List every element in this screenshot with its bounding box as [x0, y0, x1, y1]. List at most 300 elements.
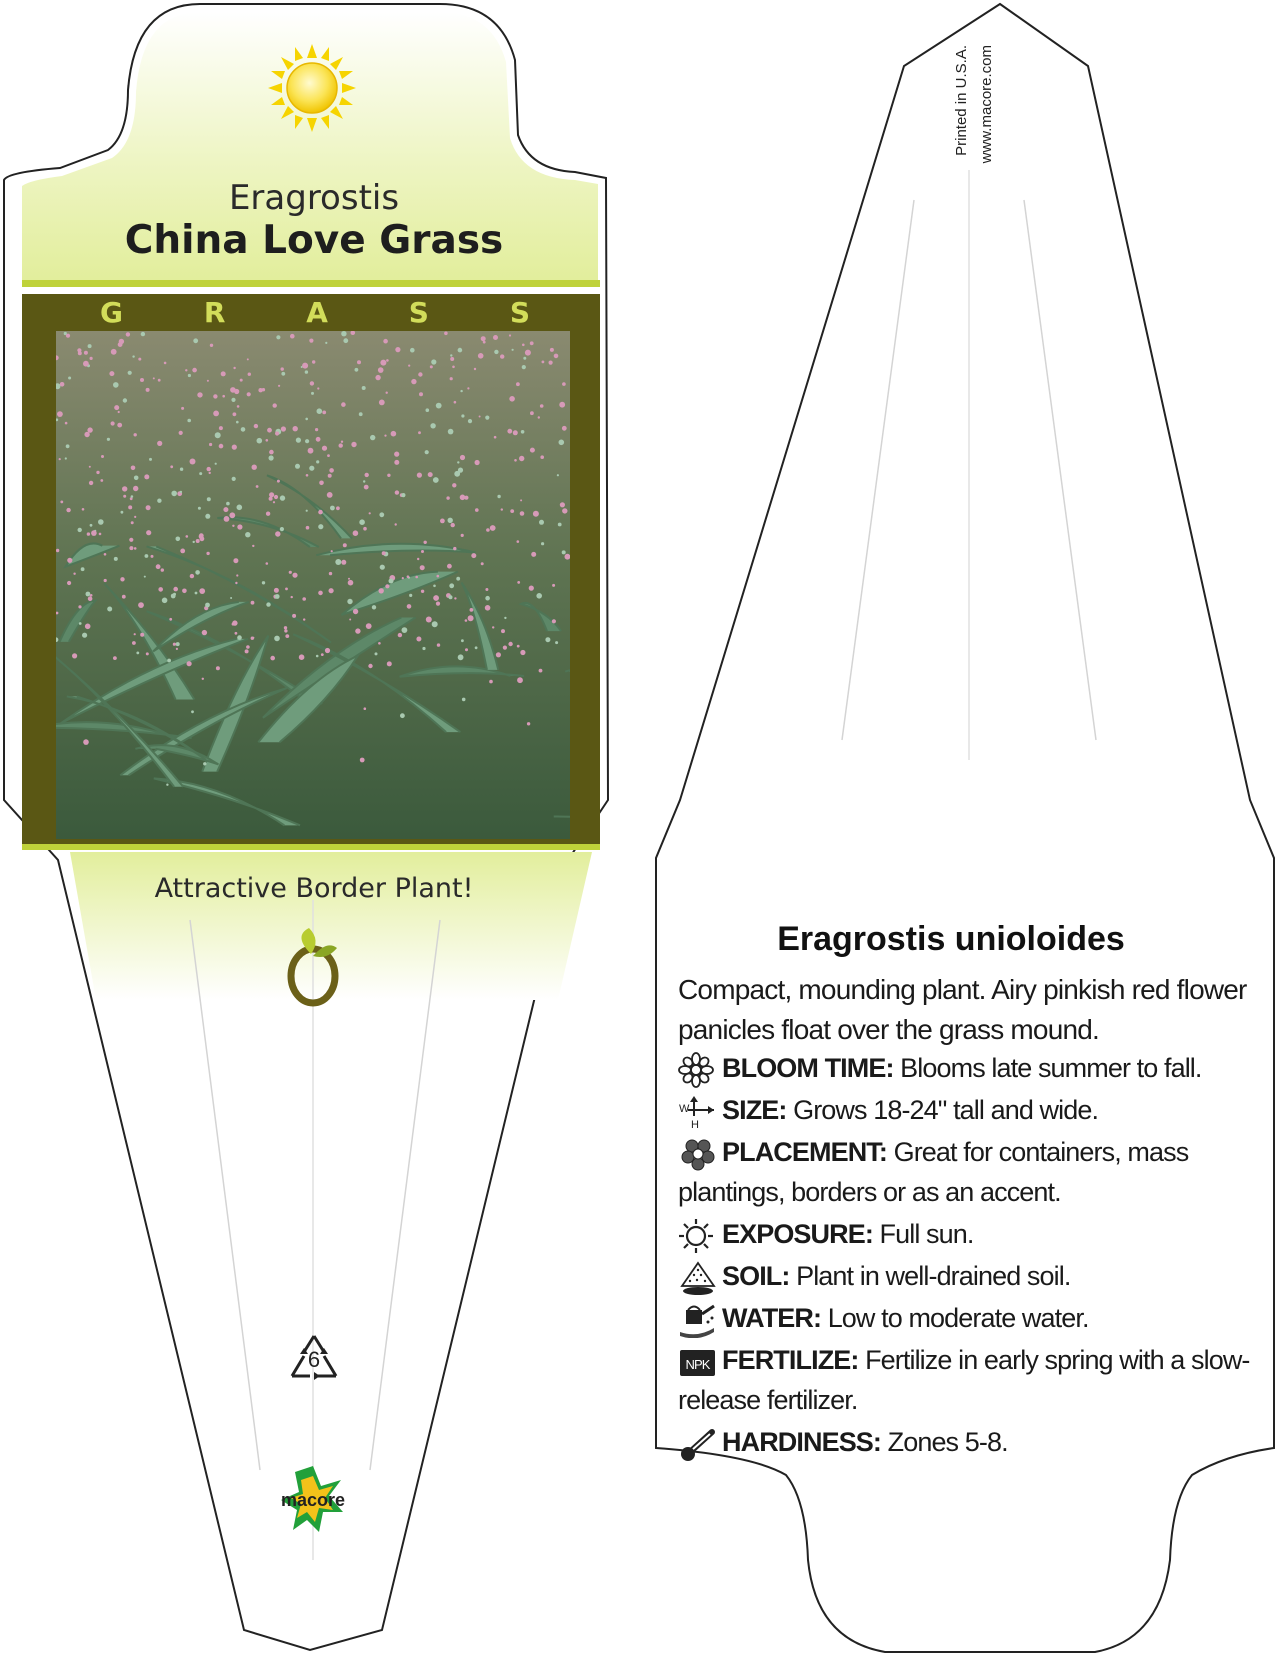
panicle-dot [120, 577, 124, 581]
panicle-dot [128, 371, 132, 375]
panicle-dot [380, 565, 385, 570]
panicle-dot [433, 595, 439, 601]
panicle-dot [353, 609, 358, 614]
panicle-dot [517, 581, 520, 584]
panicle-dot [379, 400, 385, 406]
panicle-dot [129, 538, 133, 542]
panicle-dot [311, 392, 314, 395]
panicle-dot [303, 618, 305, 620]
panicle-dot [562, 382, 566, 386]
tagline: Attractive Border Plant! [154, 873, 474, 904]
panicle-dot [517, 645, 520, 648]
panicle-dot [372, 605, 376, 609]
panicle-dot [436, 403, 442, 409]
sun-icon [678, 1218, 718, 1254]
panicle-dot [454, 597, 456, 599]
panicle-dot [465, 648, 468, 651]
panicle-dot [557, 474, 559, 476]
panicle-dot [161, 568, 164, 571]
panicle-dot [190, 574, 194, 578]
panicle-dot [79, 622, 82, 625]
panicle-dot [540, 455, 544, 459]
panicle-dot [341, 331, 346, 336]
panicle-dot [215, 432, 221, 438]
care-text: Fertilize in early spring with a slow-release fertilizer. [678, 1345, 1250, 1415]
panicle-dot [199, 472, 202, 475]
care-size [678, 1090, 1260, 1130]
panicle-dot [540, 404, 544, 408]
panicle-dot [132, 641, 136, 645]
panicle-dot [317, 408, 323, 414]
panicle-dot [195, 592, 198, 595]
panicle-dot [419, 392, 423, 396]
panicle-dot [348, 578, 350, 580]
panicle-dot [309, 466, 314, 471]
panicle-dot [226, 502, 230, 506]
panicle-dot [385, 584, 389, 588]
panicle-dot [308, 448, 314, 454]
panicle-dot [111, 349, 117, 355]
panicle-dot [541, 542, 544, 545]
panicle-dot [436, 602, 440, 606]
panicle-dot [503, 646, 507, 650]
common-name: China Love Grass [124, 218, 504, 263]
panicle-dot [180, 491, 182, 493]
panicle-dot [378, 367, 384, 373]
panicle-dot [107, 438, 110, 441]
panicle-dot [305, 418, 308, 421]
care-text: Blooms late summer to fall. [893, 1053, 1202, 1083]
panicle-dot [138, 602, 144, 608]
panicle-dot [90, 594, 93, 597]
panicle-dot [329, 572, 332, 575]
panicle-dot [424, 541, 427, 544]
panicle-dot [341, 402, 346, 407]
panicle-dot [73, 573, 75, 575]
panicle-dot [339, 443, 343, 447]
panicle-dot [66, 508, 70, 512]
panicle-dot [318, 510, 323, 515]
panicle-dot [173, 587, 178, 592]
panicle-dot [273, 501, 275, 503]
panicle-dot [101, 455, 104, 458]
panicle-dot [254, 424, 258, 428]
panicle-dot [149, 458, 152, 461]
care-text: Plant in well-drained soil. [789, 1261, 1071, 1291]
panicle-dot [432, 621, 438, 627]
panicle-dot [66, 444, 70, 448]
panicle-dot [408, 365, 410, 367]
panicle-dot [527, 722, 530, 725]
panicle-dot [256, 485, 259, 488]
care-label: BLOOM TIME: [722, 1053, 894, 1083]
panicle-dot [246, 645, 250, 649]
panicle-dot [359, 519, 365, 525]
panicle-dot [401, 493, 405, 497]
panicle-dot [379, 588, 384, 593]
panicle-dot [134, 433, 137, 436]
panicle-dot [146, 505, 151, 510]
panicle-dot [292, 573, 297, 578]
panicle-dot [433, 477, 439, 483]
panicle-dot [485, 416, 489, 420]
panicle-dot [252, 545, 254, 547]
care-label: PLACEMENT: [722, 1137, 887, 1167]
website: www.macore.com [978, 45, 995, 164]
panicle-dot [247, 358, 249, 360]
panicle-dot [514, 459, 517, 462]
panicle-dot [453, 547, 456, 550]
panicle-dot [257, 438, 263, 444]
panicle-dot [363, 480, 365, 482]
panicle-dot [395, 347, 400, 352]
panicle-dot [318, 591, 323, 596]
panicle-dot [306, 510, 308, 512]
panicle-dot [232, 620, 237, 625]
care-water [678, 1298, 1260, 1338]
panicle-dot [327, 454, 330, 457]
panicle-dot [295, 464, 300, 469]
panicle-dot [245, 649, 249, 653]
category-letter: G [100, 296, 123, 329]
panicle-dot [387, 661, 392, 666]
panicle-dot [319, 481, 324, 486]
panicle-dot [216, 666, 220, 670]
panicle-dot [180, 549, 185, 554]
panicle-dot [131, 466, 136, 471]
panicle-dot [118, 411, 120, 413]
panicle-dot [182, 589, 187, 594]
panicle-dot [146, 652, 149, 655]
panicle-dot [478, 353, 484, 359]
panicle-dot [285, 588, 288, 591]
panicle-dot [237, 524, 242, 529]
panicle-dot [151, 555, 154, 558]
panicle-dot [126, 332, 130, 336]
panicle-dot [370, 435, 375, 440]
panicle-dot [237, 635, 242, 640]
panicle-dot [235, 632, 238, 635]
panicle-dot [496, 652, 501, 657]
panicle-dot [213, 394, 217, 398]
panicle-dot [509, 396, 515, 402]
panicle-dot [549, 361, 553, 365]
panicle-dot [245, 532, 250, 537]
panicle-dot [223, 507, 228, 512]
panicle-dot [530, 341, 534, 345]
panicle-dot [146, 530, 151, 535]
panicle-dot [410, 348, 415, 353]
panicle-dot [368, 664, 372, 668]
panicle-dot [509, 334, 511, 336]
panicle-dot [407, 604, 412, 609]
panicle-dot [417, 558, 419, 560]
panicle-dot [461, 534, 464, 537]
soil-icon [678, 1260, 718, 1296]
panicle-dot [305, 439, 309, 443]
panicle-dot [100, 479, 103, 482]
panicle-dot [266, 439, 269, 442]
panicle-dot [512, 349, 514, 351]
panicle-dot [202, 678, 204, 680]
panicle-dot [530, 411, 534, 415]
panicle-dot [522, 344, 525, 347]
panicle-dot [90, 357, 93, 360]
panicle-dot [195, 570, 200, 575]
panicle-dot [517, 677, 523, 683]
panicle-dot [554, 354, 559, 359]
panicle-dot [233, 412, 237, 416]
printer-info [950, 45, 1000, 215]
size-height-letter: H [691, 1118, 699, 1130]
panicle-dot [449, 583, 454, 588]
panicle-dot [114, 405, 119, 410]
panicle-dot [467, 387, 469, 389]
panicle-dot [322, 411, 326, 415]
panicle-dot [236, 574, 238, 576]
panicle-dot [520, 511, 525, 516]
panicle-dot [90, 524, 93, 527]
panicle-dot [123, 398, 127, 402]
panicle-dot [210, 344, 213, 347]
panicle-dot [269, 492, 274, 497]
panicle-dot [451, 523, 455, 527]
care-bloom-time [678, 1048, 1260, 1088]
panicle-dot [176, 537, 181, 542]
panicle-dot [343, 338, 348, 343]
panicle-dot [450, 357, 454, 361]
panicle-dot [369, 512, 371, 514]
panicle-dot [386, 392, 388, 394]
panicle-dot [198, 507, 201, 510]
panicle-dot [233, 367, 235, 369]
panicle-dot [87, 427, 92, 432]
panicle-dot [207, 467, 211, 471]
panicle-dot [187, 419, 191, 423]
recycle-code: 6 [307, 1347, 321, 1372]
panicle-dot [302, 363, 308, 369]
panicle-dot [560, 502, 565, 507]
thermometer-icon [678, 1426, 718, 1462]
panicle-dot [425, 450, 429, 454]
panicle-dot [157, 499, 161, 503]
panicle-dot [316, 460, 319, 463]
panicle-dot [129, 546, 133, 550]
panicle-dot [83, 739, 89, 745]
panicle-dot [131, 495, 134, 498]
panicle-dot [382, 551, 386, 555]
panicle-dot [231, 398, 235, 402]
panicle-dot [193, 541, 195, 543]
panicle-dot [485, 588, 488, 591]
panicle-dot [450, 354, 452, 356]
watering-can-icon [678, 1302, 718, 1338]
panicle-dot [275, 594, 280, 599]
panicle-dot [158, 587, 163, 592]
panicle-dot [278, 385, 280, 387]
panicle-dot [490, 525, 496, 531]
panicle-dot [91, 530, 97, 536]
panicle-dot [305, 370, 308, 373]
panicle-dot [134, 476, 139, 481]
panicle-dot [325, 648, 330, 653]
panicle-dot [167, 659, 171, 663]
panicle-dot [241, 427, 246, 432]
panicle-dot [185, 369, 187, 371]
panicle-dot [78, 351, 82, 355]
panicle-dot [176, 648, 178, 650]
panicle-dot [196, 539, 200, 543]
panicle-dot [237, 405, 240, 408]
panicle-dot [468, 419, 472, 423]
panicle-dot [274, 636, 280, 642]
panicle-dot [306, 474, 309, 477]
panicle-dot [341, 560, 346, 565]
panicle-dot [266, 562, 269, 565]
panicle-dot [415, 576, 418, 579]
panicle-dot [281, 367, 284, 370]
panicle-dot [539, 669, 543, 673]
panicle-dot [335, 559, 341, 565]
panicle-dot [378, 642, 381, 645]
panicle-dot [360, 758, 365, 763]
panicle-dot [430, 423, 435, 428]
panicle-dot [355, 368, 359, 372]
panicle-dot [357, 360, 361, 364]
panicle-dot [206, 552, 209, 555]
panicle-dot [302, 597, 306, 601]
panicle-dot [437, 575, 440, 578]
panicle-dot [450, 377, 453, 380]
panicle-dot [426, 617, 432, 623]
panicle-dot [336, 506, 340, 510]
panicle-dot [153, 377, 155, 379]
panicle-dot [444, 332, 448, 336]
panicle-dot [82, 633, 87, 638]
panicle-dot [269, 455, 274, 460]
panicle-dot [387, 474, 390, 477]
panicle-dot [113, 382, 119, 388]
panicle-dot [171, 491, 177, 497]
panicle-dot [67, 581, 71, 585]
panicle-dot [316, 655, 319, 658]
panicle-dot [280, 495, 285, 500]
panicle-dot [104, 553, 107, 556]
panicle-dot [156, 564, 161, 569]
panicle-dot [170, 465, 173, 468]
panicle-dot [353, 530, 359, 536]
panicle-dot [144, 576, 146, 578]
panicle-dot [173, 643, 176, 646]
panicle-dot [205, 603, 210, 608]
panicle-dot [202, 630, 207, 635]
panicle-dot [296, 438, 301, 443]
panicle-dot [349, 619, 351, 621]
panicle-dot [316, 437, 321, 442]
panicle-dot [107, 607, 112, 612]
panicle-dot [233, 558, 238, 563]
panicle-dot [99, 533, 102, 536]
category-letter: S [509, 296, 530, 329]
plant-description: Compact, mounding plant. Airy pinkish red flower panicles float over the grass mound. [678, 974, 1247, 1045]
panicle-dot [508, 642, 512, 646]
panicle-dot [446, 496, 449, 499]
panicle-dot [113, 656, 117, 660]
panicle-dot [465, 619, 468, 622]
panicle-dot [449, 595, 453, 599]
panicle-dot [407, 575, 410, 578]
panicle-dot [348, 580, 354, 586]
panicle-dot [363, 527, 367, 531]
panicle-dot [416, 637, 421, 642]
panicle-dot [384, 435, 386, 437]
panicle-dot [284, 626, 287, 629]
panicle-dot [395, 490, 399, 494]
panicle-dot [417, 473, 422, 478]
panicle-dot [60, 501, 63, 504]
panicle-dot [141, 332, 145, 336]
panicle-dot [59, 458, 61, 460]
panicle-dot [454, 471, 460, 477]
panicle-dot [205, 514, 210, 519]
panicle-dot [375, 652, 378, 655]
panicle-dot [109, 371, 114, 376]
panicle-dot [262, 388, 265, 391]
panicle-dot [111, 421, 115, 425]
panicle-dot [117, 423, 122, 428]
panicle-dot [475, 508, 479, 512]
panicle-dot [293, 426, 298, 431]
panicle-dot [186, 535, 189, 538]
panicle-dot [81, 567, 85, 571]
panicle-dot [136, 652, 139, 655]
panicle-dot [470, 608, 474, 612]
panicle-dot [230, 597, 232, 599]
panicle-dot [497, 495, 500, 498]
panicle-dot [277, 480, 280, 483]
panicle-dot [56, 549, 59, 552]
panicle-dot [232, 525, 234, 527]
category-label [100, 296, 530, 329]
panicle-dot [426, 408, 430, 412]
panicle-dot [65, 422, 68, 425]
panicle-dot [67, 558, 72, 563]
panicle-dot [274, 588, 279, 593]
care-label: EXPOSURE: [722, 1219, 873, 1249]
panicle-dot [380, 360, 386, 366]
panicle-dot [364, 485, 369, 490]
panicle-dot [219, 426, 223, 430]
panicle-dot [458, 348, 463, 353]
genus-name: Eragrostis [228, 178, 400, 218]
panicle-dot [270, 656, 275, 661]
panicle-dot [251, 601, 255, 605]
panicle-dot [122, 595, 126, 599]
panicle-dot [158, 379, 161, 382]
panicle-dot [391, 431, 397, 437]
flower-icon [678, 1052, 718, 1088]
panicle-dot [428, 472, 433, 477]
panicle-dot [365, 473, 369, 477]
panicle-dot [460, 455, 465, 460]
panicle-dot [85, 624, 91, 630]
panicle-dot [68, 377, 71, 380]
care-hardiness [678, 1422, 1260, 1462]
sun-icon [268, 44, 356, 132]
panicle-dot [536, 593, 542, 599]
panicle-dot [562, 550, 566, 554]
panicle-dot [389, 579, 394, 584]
